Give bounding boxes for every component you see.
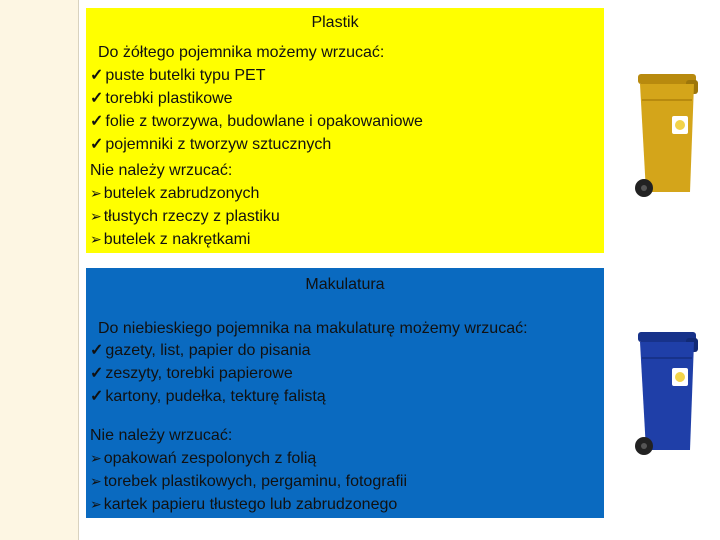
list-item: ➢ opakowań zespolonych z folią xyxy=(90,447,407,470)
arrow-bullet-icon xyxy=(90,496,104,513)
paper-denied-list xyxy=(90,447,407,516)
arrow-bullet-icon xyxy=(90,473,104,490)
arrow-bullet-icon xyxy=(90,208,104,225)
check-icon xyxy=(90,136,105,153)
paper-intro: Do niebieskiego pojemnika na makulaturę możemy wrzucać: xyxy=(98,320,528,337)
list-item: ➢ butelek zabrudzonych xyxy=(90,182,280,205)
left-decorative-strip xyxy=(0,0,79,540)
paper-title: Makulatura xyxy=(305,276,385,293)
paper-not-label: Nie należy wrzucać: xyxy=(90,427,233,444)
arrow-bullet-icon xyxy=(90,185,104,202)
list-item: ✓ kartony, pudełka, tekturę falistą xyxy=(90,385,326,408)
plastic-panel xyxy=(86,8,604,253)
yellow-bin-icon xyxy=(624,60,704,210)
list-item: ✓ folie z tworzywa, budowlane i opakowaniowe xyxy=(90,110,423,133)
list-item: ✓ puste butelki typu PET xyxy=(90,64,423,87)
list-item: ➢ torebek plastikowych, pergaminu, fotografii xyxy=(90,470,407,493)
list-item: ✓ zeszyty, torebki papierowe xyxy=(90,362,326,385)
paper-allowed-list xyxy=(90,339,326,408)
arrow-bullet-icon xyxy=(90,231,104,248)
plastic-allowed-list xyxy=(90,64,423,156)
list-item: ➢ butelek z nakrętkami xyxy=(90,228,280,251)
plastic-intro: Do żółtego pojemnika możemy wrzucać: xyxy=(98,44,385,61)
list-item: ✓ gazety, list, papier do pisania xyxy=(90,339,326,362)
check-icon xyxy=(90,388,105,405)
list-item: ✓ torebki plastikowe xyxy=(90,87,423,110)
list-item: ➢ kartek papieru tłustego lub zabrudzonego xyxy=(90,493,407,516)
check-icon xyxy=(90,365,105,382)
check-icon xyxy=(90,67,105,84)
check-icon xyxy=(90,113,105,130)
list-item: ✓ pojemniki z tworzyw sztucznych xyxy=(90,133,423,156)
plastic-denied-list xyxy=(90,182,280,251)
check-icon xyxy=(90,90,105,107)
plastic-not-label: Nie należy wrzucać: xyxy=(90,162,233,179)
list-item: ➢ tłustych rzeczy z plastiku xyxy=(90,205,280,228)
check-icon xyxy=(90,342,105,359)
paper-panel xyxy=(86,268,604,518)
arrow-bullet-icon xyxy=(90,450,104,467)
blue-bin-icon xyxy=(624,318,704,468)
plastic-title: Plastik xyxy=(311,14,359,31)
